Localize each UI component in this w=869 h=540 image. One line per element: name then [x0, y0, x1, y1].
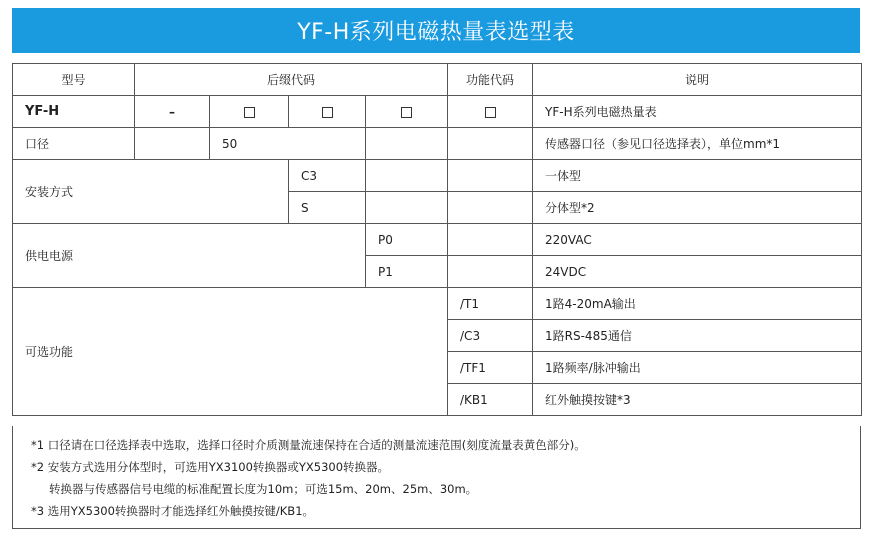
power-description: 220VAC	[533, 224, 862, 256]
install-label: 安装方式	[13, 160, 289, 224]
caliber-description: 传感器口径（参见口径选择表），单位mm*1	[533, 128, 862, 160]
power-description: 24VDC	[533, 256, 862, 288]
power-label: 供电电源	[13, 224, 366, 288]
note-line: *2 安装方式选用分体型时，可选用YX3100转换器或YX5300转换器。	[31, 460, 390, 474]
optional-row	[13, 288, 862, 320]
optional-description: 1路频率/脉冲输出	[533, 352, 862, 384]
model-name: YF-H	[13, 96, 135, 128]
optional-code: /C3	[448, 320, 533, 352]
note-line: 转换器与传感器信号电缆的标准配置长度为10m；可选15m、20m、25m、30m。	[49, 482, 478, 496]
power-row	[13, 224, 862, 256]
note-line: *3 选用YX5300转换器时才能选择红外触摸按键/KB1。	[31, 504, 315, 518]
optional-code: /T1	[448, 288, 533, 320]
caliber-label: 口径	[13, 128, 135, 160]
header-suffix-code: 后缀代码	[135, 64, 448, 96]
optional-label: 可选功能	[13, 288, 448, 416]
install-row	[13, 160, 862, 192]
power-code: P1	[366, 256, 448, 288]
optional-description: 红外触摸按键*3	[533, 384, 862, 416]
optional-code: /TF1	[448, 352, 533, 384]
caliber-code: 50	[210, 128, 366, 160]
install-code: S	[289, 192, 366, 224]
optional-code: /KB1	[448, 384, 533, 416]
header-function-code: 功能代码	[448, 64, 533, 96]
optional-description: 1路RS-485通信	[533, 320, 862, 352]
power-checkbox-icon	[401, 107, 412, 118]
install-checkbox-icon	[322, 107, 333, 118]
caliber-row	[13, 128, 862, 160]
header-description: 说明	[533, 64, 862, 96]
model-description: YF-H系列电磁热量表	[533, 96, 862, 128]
model-row	[13, 96, 862, 128]
optional-description: 1路4-20mA输出	[533, 288, 862, 320]
install-code: C3	[289, 160, 366, 192]
install-description: 一体型	[533, 160, 862, 192]
selection-table	[12, 63, 862, 416]
header-model: 型号	[13, 64, 135, 96]
caliber-checkbox-icon	[244, 107, 255, 118]
note-line: *1 口径请在口径选择表中选取，选择口径时介质测量流速保持在合适的测量流速范围(刻度流量表黄色部分)。	[31, 438, 586, 452]
header-row	[13, 64, 862, 96]
function-checkbox-icon	[485, 107, 496, 118]
dash-separator: –	[169, 104, 175, 119]
install-description: 分体型*2	[533, 192, 862, 224]
page-title: YF-H系列电磁热量表选型表	[12, 8, 860, 53]
notes-box	[12, 426, 861, 529]
power-code: P0	[366, 224, 448, 256]
